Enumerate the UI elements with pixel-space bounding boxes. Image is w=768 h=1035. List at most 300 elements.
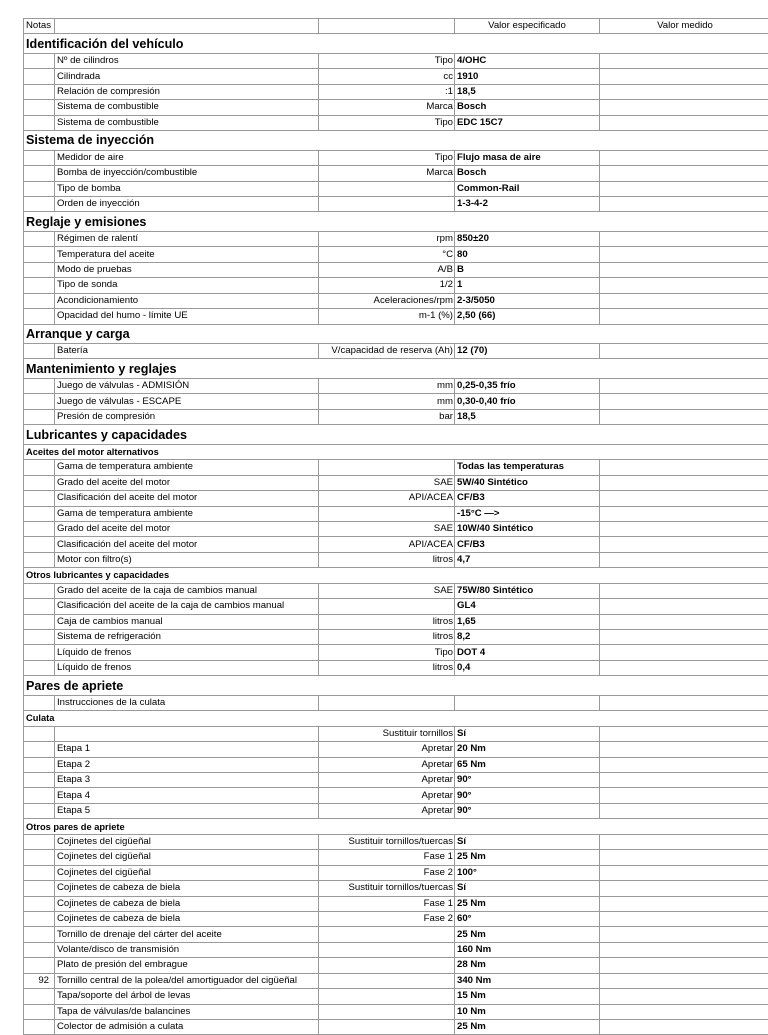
spec-row [24,958,768,973]
spec-row [24,1020,768,1035]
spec-row [24,599,768,614]
spec-row [24,973,768,988]
spec-unit: mm [319,394,455,409]
measured-value [600,1004,768,1019]
spec-row [24,231,768,246]
spec-value: 4,7 [455,552,600,567]
spec-value: 25 Nm [455,927,600,942]
spec-value: GL4 [455,599,600,614]
spec-unit [319,927,455,942]
spec-unit: bar [319,409,455,424]
measured-value [600,742,768,757]
spec-value: 8,2 [455,630,600,645]
note-number [24,881,55,896]
spec-label: Bomba de inyección/combustible [55,166,319,181]
note-number [24,181,55,196]
spec-value: 0,25-0,35 frío [455,378,600,393]
spec-row [24,344,768,359]
spec-unit: Sustituir tornillos [319,726,455,741]
measured-value [600,1020,768,1035]
spec-value: 65 Nm [455,757,600,772]
measured-value [600,788,768,803]
spec-unit: °C [319,247,455,262]
spec-value: 1910 [455,69,600,84]
note-number [24,927,55,942]
spec-value: 2,50 (66) [455,309,600,324]
note-number [24,942,55,957]
spec-value: Sí [455,726,600,741]
spec-label: Cilindrada [55,69,319,84]
note-number [24,850,55,865]
spec-row [24,1004,768,1019]
spec-unit: mm [319,378,455,393]
subsection-heading: Aceites del motor alternativos [24,444,768,459]
spec-row [24,309,768,324]
spec-value: Bosch [455,100,600,115]
spec-value: 18,5 [455,84,600,99]
spec-value: EDC 15C7 [455,115,600,130]
spec-label: Medidor de aire [55,150,319,165]
measured-value [600,53,768,68]
spec-unit: Apretar [319,803,455,818]
header-description [55,19,319,34]
subsection-heading-row [24,444,768,459]
spec-unit: Tipo [319,115,455,130]
spec-row [24,506,768,521]
note-number [24,247,55,262]
spec-unit: V/capacidad de reserva (Ah) [319,344,455,359]
spec-value: 60° [455,911,600,926]
header-unit [319,19,455,34]
note-number [24,506,55,521]
section-heading-row [24,131,768,151]
spec-label: Acondicionamiento [55,293,319,308]
measured-value [600,150,768,165]
spec-unit [319,599,455,614]
spec-value: 850±20 [455,231,600,246]
spec-unit: Tipo [319,150,455,165]
spec-row [24,521,768,536]
spec-label: Relación de compresión [55,84,319,99]
note-number [24,537,55,552]
spec-value: 1-3-4-2 [455,196,600,211]
spec-row [24,788,768,803]
note-number [24,1004,55,1019]
note-number [24,115,55,130]
spec-value: 75W/80 Sintético [455,583,600,598]
spec-label: Tipo de sonda [55,278,319,293]
measured-value [600,537,768,552]
spec-row [24,927,768,942]
spec-unit: SAE [319,583,455,598]
spec-unit: Apretar [319,773,455,788]
spec-label: Líquido de frenos [55,660,319,675]
note-number [24,599,55,614]
spec-value: -15°C —> [455,506,600,521]
spec-label: Cojinetes de cabeza de biela [55,881,319,896]
spec-label: Etapa 1 [55,742,319,757]
note-number [24,53,55,68]
spec-unit: A/B [319,262,455,277]
measured-value [600,927,768,942]
spec-row [24,834,768,849]
measured-value [600,973,768,988]
spec-label: Sistema de combustible [55,100,319,115]
spec-value: 25 Nm [455,1020,600,1035]
spec-unit: Fase 1 [319,896,455,911]
spec-label: Grado del aceite del motor [55,521,319,536]
spec-unit [319,1004,455,1019]
measured-value [600,460,768,475]
spec-value: 1,65 [455,614,600,629]
measured-value [600,196,768,211]
spec-label: Juego de válvulas - ESCAPE [55,394,319,409]
spec-row [24,247,768,262]
spec-value: Todas las temperaturas [455,460,600,475]
spec-unit [319,973,455,988]
measured-value [600,989,768,1004]
section-heading: Reglaje y emisiones [24,212,768,232]
spec-row [24,757,768,772]
note-number [24,645,55,660]
spec-row [24,773,768,788]
spec-label [55,726,319,741]
note-number [24,84,55,99]
spec-unit: Apretar [319,742,455,757]
note-number [24,989,55,1004]
spec-label: Tornillo de drenaje del cárter del aceite [55,927,319,942]
measured-value [600,115,768,130]
spec-unit [319,196,455,211]
spec-label: Grado del aceite de la caja de cambios manual [55,583,319,598]
spec-value: Flujo masa de aire [455,150,600,165]
measured-value [600,262,768,277]
header-notas: Notas [24,19,55,34]
measured-value [600,865,768,880]
spec-unit [319,942,455,957]
note-number [24,896,55,911]
subsection-heading-row [24,711,768,726]
note-number [24,409,55,424]
spec-unit: Fase 1 [319,850,455,865]
header-valor-especificado: Valor especificado [455,19,600,34]
note-number [24,378,55,393]
spec-value: 25 Nm [455,896,600,911]
measured-value [600,475,768,490]
spec-value: 12 (70) [455,344,600,359]
spec-row [24,491,768,506]
note-number [24,803,55,818]
section-heading: Lubricantes y capacidades [24,425,768,445]
spec-value: Sí [455,881,600,896]
spec-row [24,803,768,818]
section-heading: Identificación del vehículo [24,34,768,54]
measured-value [600,344,768,359]
measured-value [600,896,768,911]
spec-unit: Apretar [319,757,455,772]
spec-label: Etapa 5 [55,803,319,818]
note-number [24,196,55,211]
subsection-heading-row [24,568,768,583]
note-number: 92 [24,973,55,988]
spec-row [24,460,768,475]
spec-label: Instrucciones de la culata [55,695,319,710]
spec-row [24,115,768,130]
measured-value [600,660,768,675]
spec-row [24,881,768,896]
spec-label: Régimen de ralentí [55,231,319,246]
measured-value [600,614,768,629]
spec-row [24,942,768,957]
measured-value [600,695,768,710]
spec-value [455,695,600,710]
note-number [24,460,55,475]
spec-value: 15 Nm [455,989,600,1004]
measured-value [600,521,768,536]
spec-row [24,645,768,660]
spec-value: 90° [455,773,600,788]
measured-value [600,293,768,308]
spec-value: 20 Nm [455,742,600,757]
note-number [24,69,55,84]
spec-row [24,614,768,629]
section-heading: Mantenimiento y reglajes [24,359,768,379]
measured-value [600,409,768,424]
spec-label: Tornillo central de la polea/del amortiguador del cigüeñal [55,973,319,988]
subsection-heading-row [24,819,768,834]
note-number [24,834,55,849]
spec-label: Temperatura del aceite [55,247,319,262]
spec-unit [319,506,455,521]
spec-value: 28 Nm [455,958,600,973]
spec-unit: API/ACEA [319,537,455,552]
spec-value: 90° [455,788,600,803]
note-number [24,614,55,629]
spec-label: Orden de inyección [55,196,319,211]
spec-label: Clasificación del aceite del motor [55,537,319,552]
section-heading-row [24,324,768,344]
measured-value [600,583,768,598]
spec-row [24,660,768,675]
spec-label: Sistema de combustible [55,115,319,130]
spec-value: 4/OHC [455,53,600,68]
spec-unit [319,695,455,710]
spec-unit: Sustituir tornillos/tuercas [319,881,455,896]
note-number [24,475,55,490]
note-number [24,630,55,645]
measured-value [600,834,768,849]
spec-unit: Tipo [319,53,455,68]
spec-unit: Sustituir tornillos/tuercas [319,834,455,849]
spec-label: Opacidad del humo - límite UE [55,309,319,324]
spec-row [24,278,768,293]
section-heading-row [24,34,768,54]
note-number [24,958,55,973]
spec-label: Clasificación del aceite de la caja de cambios manual [55,599,319,614]
spec-value: B [455,262,600,277]
spec-row [24,100,768,115]
spec-row [24,695,768,710]
spec-label: Plato de presión del embrague [55,958,319,973]
measured-value [600,231,768,246]
spec-unit: litros [319,630,455,645]
spec-unit: Tipo [319,645,455,660]
measured-value [600,773,768,788]
note-number [24,757,55,772]
measured-value [600,911,768,926]
spec-row [24,181,768,196]
spec-unit: Fase 2 [319,911,455,926]
subsection-heading: Otros lubricantes y capacidades [24,568,768,583]
spec-unit: Aceleraciones/rpm [319,293,455,308]
spec-unit: Apretar [319,788,455,803]
note-number [24,695,55,710]
spec-unit: Marca [319,100,455,115]
spec-row [24,69,768,84]
spec-label: Etapa 4 [55,788,319,803]
spec-row [24,552,768,567]
section-heading: Sistema de inyección [24,131,768,151]
spec-value: DOT 4 [455,645,600,660]
spec-label: Cojinetes de cabeza de biela [55,911,319,926]
spec-label: Líquido de frenos [55,645,319,660]
table-header-row [24,19,768,34]
spec-row [24,583,768,598]
measured-value [600,630,768,645]
spec-unit: Marca [319,166,455,181]
spec-label: Juego de válvulas - ADMISIÓN [55,378,319,393]
spec-value: CF/B3 [455,537,600,552]
spec-sheet [23,18,768,1035]
spec-unit: m-1 (%) [319,309,455,324]
spec-unit [319,989,455,1004]
spec-row [24,865,768,880]
spec-row [24,896,768,911]
spec-row [24,394,768,409]
measured-value [600,309,768,324]
spec-value: CF/B3 [455,491,600,506]
spec-unit [319,958,455,973]
spec-value: 0,4 [455,660,600,675]
note-number [24,521,55,536]
measured-value [600,850,768,865]
note-number [24,231,55,246]
spec-row [24,911,768,926]
note-number [24,278,55,293]
spec-value: 10 Nm [455,1004,600,1019]
spec-label: Cojinetes del cigüeñal [55,834,319,849]
spec-label: Cojinetes de cabeza de biela [55,896,319,911]
spec-value: 90° [455,803,600,818]
section-heading-row [24,425,768,445]
spec-value: 340 Nm [455,973,600,988]
spec-row [24,475,768,490]
spec-label: Clasificación del aceite del motor [55,491,319,506]
spec-label: Etapa 3 [55,773,319,788]
note-number [24,788,55,803]
measured-value [600,181,768,196]
spec-label: Tapa/soporte del árbol de levas [55,989,319,1004]
note-number [24,100,55,115]
note-number [24,262,55,277]
spec-label: Gama de temperatura ambiente [55,460,319,475]
measured-value [600,278,768,293]
note-number [24,1020,55,1035]
spec-unit: SAE [319,521,455,536]
spec-row [24,537,768,552]
spec-row [24,262,768,277]
note-number [24,865,55,880]
measured-value [600,599,768,614]
spec-value: 80 [455,247,600,262]
spec-unit [319,460,455,475]
spec-row [24,196,768,211]
spec-label: Cojinetes del cigüeñal [55,865,319,880]
measured-value [600,757,768,772]
spec-value: 25 Nm [455,850,600,865]
measured-value [600,726,768,741]
spec-label: Grado del aceite del motor [55,475,319,490]
spec-unit: rpm [319,231,455,246]
spec-value: 100° [455,865,600,880]
section-heading-row [24,359,768,379]
note-number [24,726,55,741]
spec-row [24,166,768,181]
spec-unit: Fase 2 [319,865,455,880]
spec-label: Etapa 2 [55,757,319,772]
spec-row [24,53,768,68]
note-number [24,491,55,506]
spec-label: Gama de temperatura ambiente [55,506,319,521]
spec-label: Batería [55,344,319,359]
spec-value: Sí [455,834,600,849]
note-number [24,773,55,788]
spec-unit: SAE [319,475,455,490]
measured-value [600,84,768,99]
section-heading-row [24,676,768,696]
spec-value: Common-Rail [455,181,600,196]
note-number [24,309,55,324]
measured-value [600,100,768,115]
spec-label: Modo de pruebas [55,262,319,277]
spec-label: Tipo de bomba [55,181,319,196]
section-heading: Arranque y carga [24,324,768,344]
header-valor-medido: Valor medido [600,19,768,34]
spec-row [24,850,768,865]
spec-row [24,409,768,424]
spec-unit: cc [319,69,455,84]
measured-value [600,645,768,660]
note-number [24,911,55,926]
spec-label: Caja de cambios manual [55,614,319,629]
spec-value: 18,5 [455,409,600,424]
measured-value [600,247,768,262]
note-number [24,166,55,181]
section-heading: Pares de apriete [24,676,768,696]
spec-row [24,742,768,757]
note-number [24,660,55,675]
measured-value [600,881,768,896]
measured-value [600,506,768,521]
measured-value [600,942,768,957]
spec-unit: :1 [319,84,455,99]
measured-value [600,394,768,409]
spec-unit [319,181,455,196]
spec-label: Sistema de refrigeración [55,630,319,645]
measured-value [600,958,768,973]
spec-value: 1 [455,278,600,293]
spec-unit [319,1020,455,1035]
